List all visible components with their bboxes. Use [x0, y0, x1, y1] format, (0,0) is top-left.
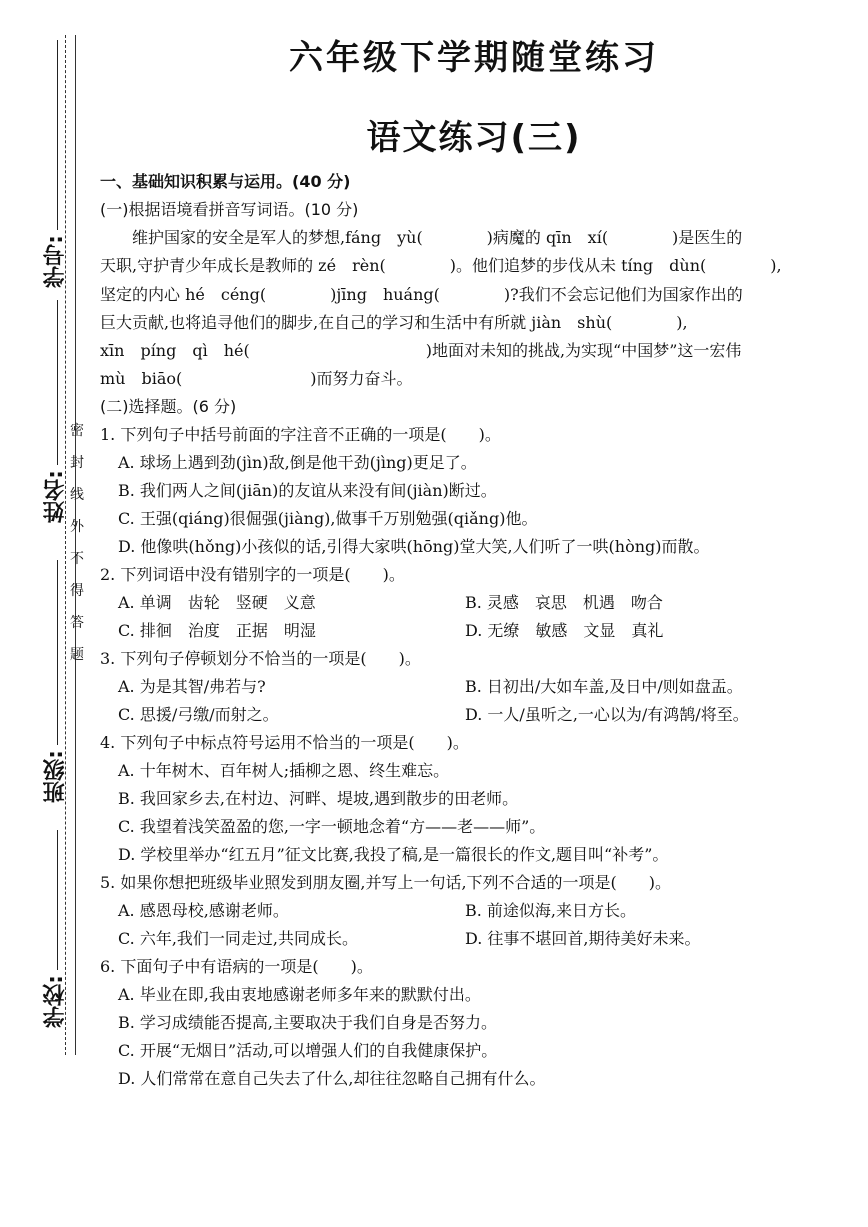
question-option: A. 十年树木、百年树人;插柳之恩、终生难忘。 [118, 761, 450, 780]
question-option: D. 他像哄(hǒng)小孩似的话,引得大家哄(hōng)堂大笑,人们听了一哄(hòng)而散。 [118, 537, 710, 556]
class-blank [57, 560, 58, 745]
student-id-label: 学号: [43, 235, 68, 288]
question-option: C. 思援/弓缴/而射之。 [118, 705, 279, 724]
question-option: B. 学习成绩能否提高,主要取决于我们自身是否努力。 [118, 1013, 498, 1032]
seal-char: 答 [70, 615, 84, 631]
binding-dashed-line [65, 35, 66, 1055]
page-subtitle: 语文练习(三) [366, 118, 582, 158]
question-option: A. 毕业在即,我由衷地感谢老师多年来的默默付出。 [118, 985, 481, 1004]
question-stem: 1. 下列句子中括号前面的字注音不正确的一项是( )。 [100, 425, 501, 444]
passage-line: 巨大贡献,也将追寻他们的脚步,在自己的学习和生活中有所就 jiàn shù( ), [100, 313, 688, 332]
question-option: B. 灵感 哀思 机遇 吻合 [465, 593, 663, 612]
question-option: B. 日初出/大如车盖,及日中/则如盘盂。 [465, 677, 743, 696]
question-option: A. 球场上遇到劲(jìn)敌,倒是他干劲(jìng)更足了。 [118, 453, 477, 472]
passage-line: 维护国家的安全是军人的梦想,fáng yù( )病魔的 qīn xí( )是医生的 [132, 228, 743, 247]
question-option: B. 前途似海,来日方长。 [465, 901, 637, 920]
question-option: D. 学校里举办“红五月”征文比赛,我投了稿,是一篇很长的作文,题目叫“补考”。 [118, 845, 669, 864]
question-option: C. 六年,我们一同走过,共同成长。 [118, 929, 359, 948]
question-stem: 6. 下面句子中有语病的一项是( )。 [100, 957, 373, 976]
question-option: B. 我回家乡去,在村边、河畔、堤坡,遇到散步的田老师。 [118, 789, 519, 808]
seal-char: 密 [70, 423, 84, 439]
student-id-blank [57, 40, 58, 230]
seal-char: 得 [70, 583, 84, 599]
student-name-blank [57, 300, 58, 465]
question-stem: 5. 如果你想把班级毕业照发到朋友圈,并写上一句话,下列不合适的一项是( )。 [100, 873, 672, 892]
question-option: C. 我望着浅笑盈盈的您,一字一顿地念着“方——老——师”。 [118, 817, 546, 836]
question-option: C. 开展“无烟日”活动,可以增强人们的自我健康保护。 [118, 1041, 498, 1060]
question-option: D. 一人/虽听之,一心以为/有鸿鹄/将至。 [465, 705, 749, 724]
section-title: 一、基础知识积累与运用。(40 分) [100, 172, 351, 191]
question-option: C. 排徊 治度 正据 明湿 [118, 621, 316, 640]
question-option: C. 王强(qiáng)很倔强(jiàng),做事千万别勉强(qiǎng)他。 [118, 509, 538, 528]
seal-char: 题 [70, 647, 84, 663]
student-name-label: 姓名: [43, 470, 68, 523]
question-option: A. 单调 齿轮 竖硬 义意 [118, 593, 316, 612]
seal-char: 封 [70, 455, 84, 471]
question-option: D. 无缭 敏感 文显 真礼 [465, 621, 664, 640]
passage-line: 天职,守护青少年成长是教师的 zé rèn( )。他们追梦的步伐从未 tíng dùn( ), [100, 256, 782, 275]
seal-char: 不 [70, 551, 84, 567]
question-option: D. 人们常常在意自己失去了什么,却往往忽略自己拥有什么。 [118, 1069, 546, 1088]
seal-char: 线 [70, 487, 84, 503]
passage-line: mù biāo( )而努力奋斗。 [100, 369, 413, 388]
question-option: D. 往事不堪回首,期待美好未来。 [465, 929, 701, 948]
question-stem: 3. 下列句子停顿划分不恰当的一项是( )。 [100, 649, 421, 668]
seal-char: 外 [70, 519, 84, 535]
page-title: 六年级下学期随堂练习 [289, 38, 659, 78]
binding-solid-line [75, 35, 76, 1055]
question-option: A. 为是其智/弗若与? [118, 677, 266, 696]
question-stem: 4. 下列句子中标点符号运用不恰当的一项是( )。 [100, 733, 469, 752]
part-title: (一)根据语境看拼音写词语。(10 分) [100, 200, 359, 219]
passage-line: xīn píng qì hé( )地面对未知的挑战,为实现“中国梦”这一宏伟 [100, 341, 742, 360]
school-label: 学校: [43, 975, 68, 1028]
passage-line: 坚定的内心 hé céng( )jīng huáng( )?我们不会忘记他们为国家作出的 [100, 285, 743, 304]
question-option: A. 感恩母校,感谢老师。 [118, 901, 289, 920]
school-blank [57, 830, 58, 970]
question-option: B. 我们两人之间(jiān)的友谊从来没有间(jiàn)断过。 [118, 481, 497, 500]
part-title: (二)选择题。(6 分) [100, 397, 237, 416]
class-label: 班级: [43, 750, 68, 803]
question-stem: 2. 下列词语中没有错别字的一项是( )。 [100, 565, 405, 584]
